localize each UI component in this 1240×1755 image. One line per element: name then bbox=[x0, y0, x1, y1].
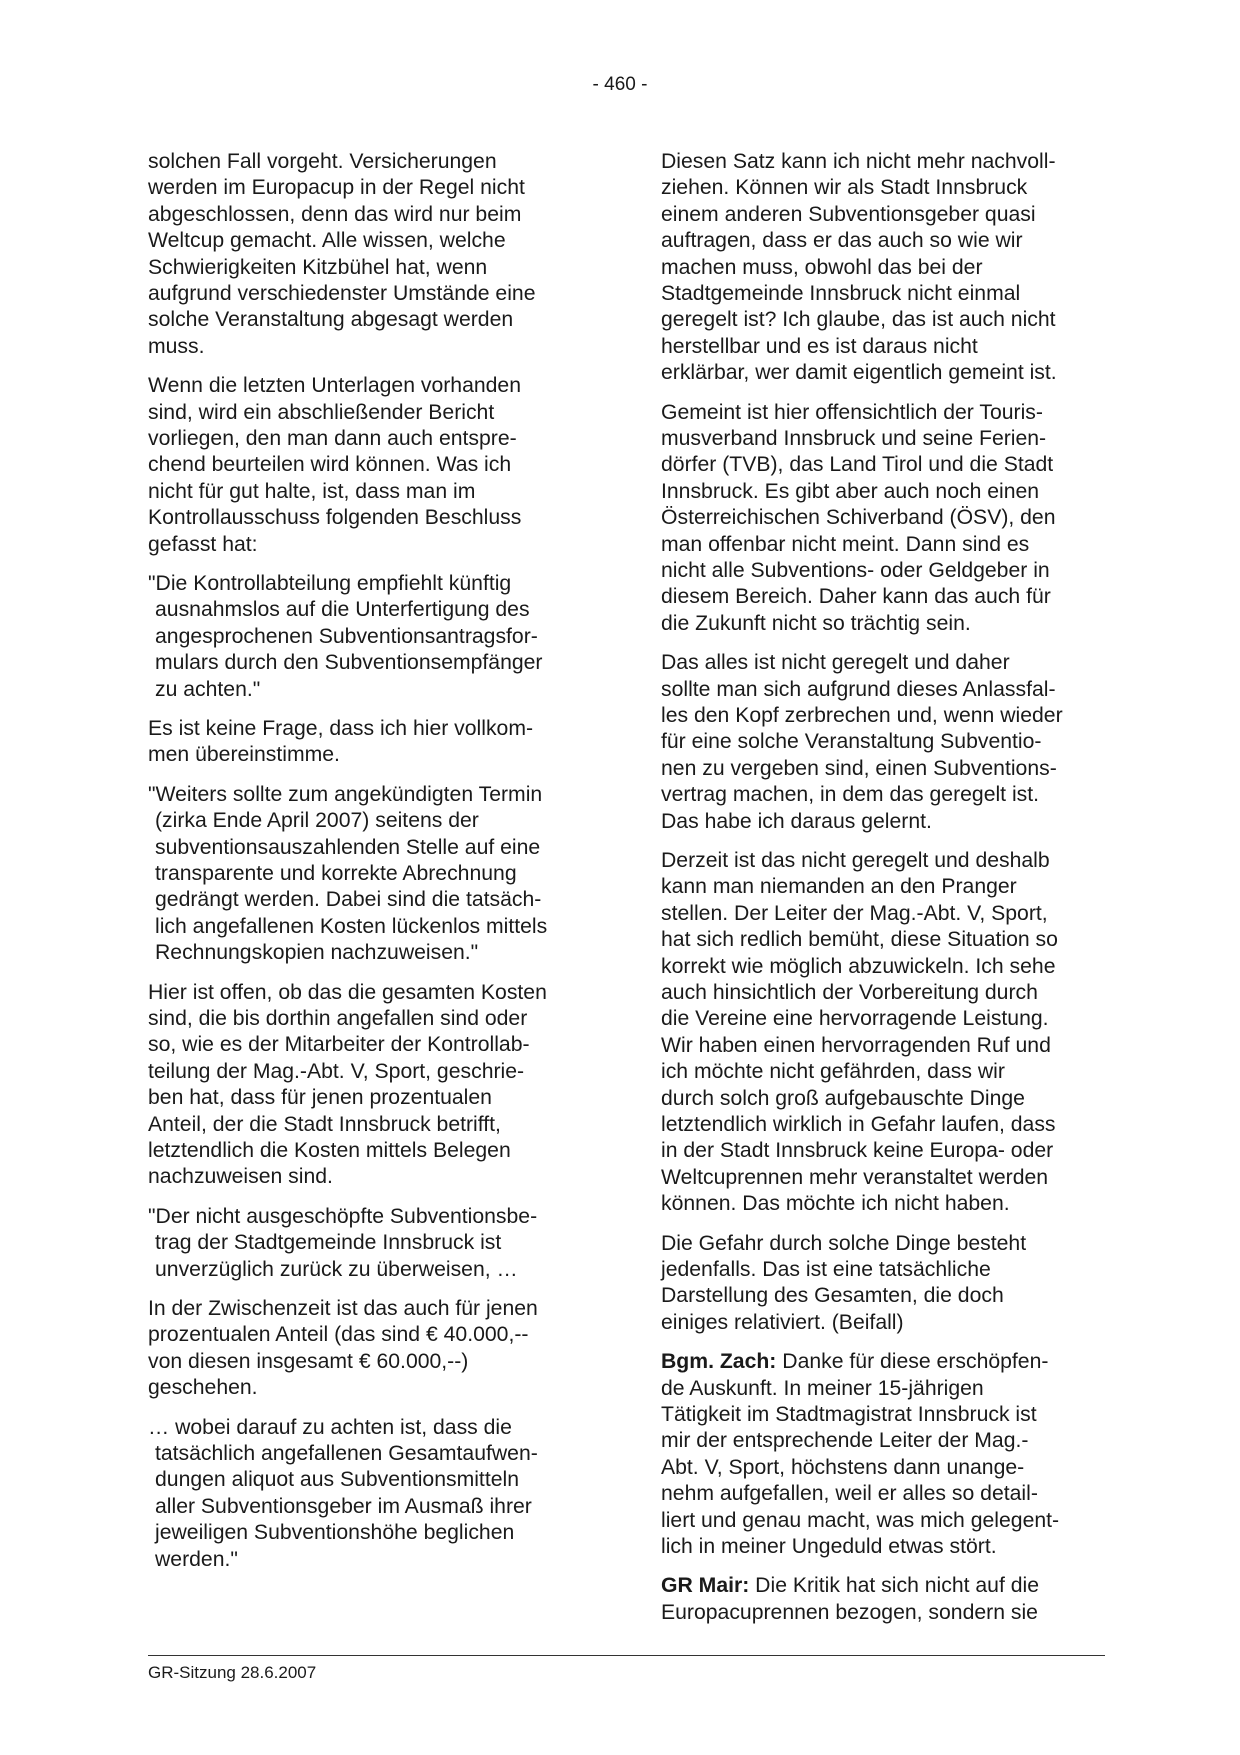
paragraph bbox=[661, 1231, 1116, 1337]
text-line: nicht alle Subventions- oder Geldgeber in bbox=[661, 558, 1050, 582]
text-line: dörfer (TVB), das Land Tirol und die Stadt bbox=[661, 453, 1054, 477]
text-line: hat sich redlich bemüht, diese Situation so bbox=[661, 928, 1058, 952]
text-line: musverband Innsbruck und seine Ferien- bbox=[661, 426, 1047, 450]
text-line: transparente und korrekte Abrechnung bbox=[155, 861, 517, 885]
text-line: sollte man sich aufgrund dieses Anlassfal- bbox=[661, 677, 1056, 701]
paragraph bbox=[148, 373, 603, 558]
text-line: In der Zwischenzeit ist das auch für jenen bbox=[148, 1296, 538, 1320]
text-line: Es ist keine Frage, dass ich hier vollkom- bbox=[148, 716, 534, 740]
text-line: Österreichischen Schiverband (ÖSV), den bbox=[661, 506, 1056, 530]
text-line: lich angefallenen Kosten lückenlos mittels bbox=[155, 914, 548, 938]
text-line: Anteil, der die Stadt Innsbruck betrifft, bbox=[148, 1112, 501, 1136]
text-line: für eine solche Veranstaltung Subventio- bbox=[661, 730, 1042, 754]
text-line: sind, die bis dorthin angefallen sind oder bbox=[148, 1006, 528, 1030]
text-line: geschehen. bbox=[148, 1376, 258, 1400]
text-line: auftragen, dass er das auch so wie wir bbox=[661, 229, 1023, 253]
text-line: erklärbar, wer damit eigentlich gemeint ist. bbox=[661, 361, 1057, 385]
text-line: Kontrollausschuss folgenden Beschluss bbox=[148, 506, 522, 530]
paragraph bbox=[661, 650, 1116, 835]
paragraph bbox=[148, 716, 603, 769]
quote-paragraph bbox=[148, 1204, 603, 1283]
text-line: Darstellung des Gesamten, die doch bbox=[661, 1284, 1004, 1308]
paragraph bbox=[148, 980, 603, 1191]
text-line: Europacuprennen bezogen, sondern sie bbox=[661, 1600, 1038, 1624]
text-line: "Der nicht ausgeschöpfte Subventionsbe- bbox=[148, 1204, 538, 1228]
text-line: Das alles ist nicht geregelt und daher bbox=[661, 651, 1010, 675]
text-line: Die Gefahr durch solche Dinge besteht bbox=[661, 1231, 1027, 1255]
text-line: korrekt wie möglich abzuwickeln. Ich sehe bbox=[661, 954, 1056, 978]
right-column bbox=[661, 149, 1116, 1639]
text-line: auch hinsichtlich der Vorbereitung durch bbox=[661, 980, 1038, 1004]
text-line: Weltcup gemacht. Alle wissen, welche bbox=[148, 229, 506, 253]
text-line: subventionsauszahlenden Stelle auf eine bbox=[155, 835, 541, 859]
paragraph bbox=[661, 149, 1116, 387]
footer-rule bbox=[148, 1655, 1105, 1656]
text-line: Stadtgemeinde Innsbruck nicht einmal bbox=[661, 282, 1021, 305]
text-line: Gemeint ist hier offensichtlich der Touris- bbox=[661, 400, 1043, 424]
text-line: gedrängt werden. Dabei sind die tatsäch- bbox=[155, 888, 542, 912]
text-line: men übereinstimme. bbox=[148, 743, 340, 767]
quote-paragraph bbox=[148, 782, 603, 967]
text-line bbox=[661, 1573, 1039, 1599]
text-line: vertrag machen, in dem das geregelt ist. bbox=[661, 783, 1040, 807]
text-line: trag der Stadtgemeinde Innsbruck ist bbox=[155, 1231, 502, 1255]
text-line: nicht für gut halte, ist, dass man im bbox=[148, 479, 476, 503]
text-line: Rechnungskopien nachzuweisen." bbox=[155, 941, 479, 965]
text-line: angesprochenen Subventionsantragsfor- bbox=[155, 624, 538, 648]
text-line: letztendlich die Kosten mittels Belegen bbox=[148, 1138, 511, 1162]
text-line: unverzüglich zurück zu überweisen, … bbox=[155, 1257, 518, 1281]
text-line: Hier ist offen, ob das die gesamten Kosten bbox=[148, 980, 547, 1004]
quote-paragraph bbox=[148, 1415, 603, 1573]
text-line: solche Veranstaltung abgesagt werden bbox=[148, 308, 514, 332]
text-line: Tätigkeit im Stadtmagistrat Innsbruck ist bbox=[661, 1402, 1037, 1426]
text-line: (zirka Ende April 2007) seitens der bbox=[155, 809, 479, 833]
footer-text: GR-Sitzung 28.6.2007 bbox=[148, 1663, 317, 1682]
speech-text: Die Kritik hat sich nicht auf die bbox=[749, 1574, 1039, 1598]
text-line: nen zu vergeben sind, einen Subventions- bbox=[661, 756, 1057, 780]
text-line: aufgrund verschiedenster Umstände eine bbox=[148, 282, 536, 305]
text-line: Derzeit ist das nicht geregelt und deshalb bbox=[661, 848, 1050, 872]
text-line: geregelt ist? Ich glaube, das ist auch nicht bbox=[661, 308, 1056, 332]
speech-paragraph bbox=[661, 1573, 1116, 1626]
text-line: vorliegen, den man dann auch entspre- bbox=[148, 426, 517, 450]
text-line: ben hat, dass für jenen prozentualen bbox=[148, 1086, 492, 1110]
left-column bbox=[148, 149, 603, 1586]
text-line: einem anderen Subventionsgeber quasi bbox=[661, 202, 1036, 226]
text-line: Das habe ich daraus gelernt. bbox=[661, 809, 932, 833]
text-line: abgeschlossen, denn das wird nur beim bbox=[148, 202, 522, 226]
text-line: zu achten." bbox=[155, 677, 261, 701]
text-line: chend beurteilen wird können. Was ich bbox=[148, 453, 512, 477]
text-line: dungen aliquot aus Subventionsmitteln bbox=[155, 1468, 519, 1492]
text-line: solchen Fall vorgeht. Versicherungen bbox=[148, 150, 497, 173]
text-line: einiges relativiert. (Beifall) bbox=[661, 1310, 904, 1334]
text-line: man offenbar nicht meint. Dann sind es bbox=[661, 532, 1030, 556]
text-line: ausnahmslos auf die Unterfertigung des bbox=[155, 598, 530, 622]
text-line: … wobei darauf zu achten ist, dass die bbox=[148, 1415, 512, 1439]
text-line: herstellbar und es ist daraus nicht bbox=[661, 334, 978, 358]
text-line: sind, wird ein abschließender Bericht bbox=[148, 400, 495, 424]
text-line: werden." bbox=[155, 1547, 238, 1571]
text-line: nachzuweisen sind. bbox=[148, 1165, 333, 1189]
text-line: aller Subventionsgeber im Ausmaß ihrer bbox=[155, 1494, 532, 1518]
quote-paragraph bbox=[148, 571, 603, 703]
paragraph bbox=[148, 1296, 603, 1402]
text-line: de Auskunft. In meiner 15-jährigen bbox=[661, 1376, 984, 1400]
text-line: gefasst hat: bbox=[148, 532, 258, 556]
text-line: muss. bbox=[148, 334, 205, 358]
text-line: "Weiters sollte zum angekündigten Termin bbox=[148, 782, 543, 806]
text-line: die Vereine eine hervorragende Leistung. bbox=[661, 1007, 1049, 1031]
text-line: so, wie es der Mitarbeiter der Kontrollab- bbox=[148, 1033, 530, 1057]
text-line: ich möchte nicht gefährden, dass wir bbox=[661, 1060, 1005, 1084]
text-line: jedenfalls. Das ist eine tatsächliche bbox=[661, 1257, 991, 1281]
text-line: kann man niemanden an den Pranger bbox=[661, 875, 1017, 899]
page-number: - 460 - bbox=[592, 74, 648, 95]
text-line: lich in meiner Ungeduld etwas stört. bbox=[661, 1534, 997, 1558]
text-line: les den Kopf zerbrechen und, wenn wieder bbox=[661, 703, 1063, 727]
text-line: Diesen Satz kann ich nicht mehr nachvoll- bbox=[661, 150, 1056, 173]
text-line: liert und genau macht, was mich gelegent- bbox=[661, 1508, 1060, 1532]
text-line: "Die Kontrollabteilung empfiehlt künftig bbox=[148, 571, 512, 595]
text-line: werden im Europacup in der Regel nicht bbox=[148, 176, 525, 200]
text-line: machen muss, obwohl das bei der bbox=[661, 255, 983, 279]
text-line: in der Stadt Innsbruck keine Europa- oder bbox=[661, 1139, 1054, 1163]
speech-text: Danke für diese erschöpfen- bbox=[776, 1350, 1049, 1374]
paragraph bbox=[661, 400, 1116, 638]
text-line: ziehen. Können wir als Stadt Innsbruck bbox=[661, 176, 1028, 200]
text-line: letztendlich wirklich in Gefahr laufen, dass bbox=[661, 1112, 1056, 1136]
text-line: teilung der Mag.-Abt. V, Sport, geschrie- bbox=[148, 1059, 525, 1083]
text-line: jeweiligen Subventionshöhe beglichen bbox=[155, 1521, 515, 1545]
text-line: Weltcuprennen mehr veranstaltet werden bbox=[661, 1165, 1049, 1189]
text-line: von diesen insgesamt € 60.000,--) bbox=[148, 1349, 469, 1373]
text-line: tatsächlich angefallenen Gesamtaufwen- bbox=[155, 1441, 538, 1465]
text-line: mir der entsprechende Leiter der Mag.- bbox=[661, 1429, 1029, 1453]
text-line: Innsbruck. Es gibt aber auch noch einen bbox=[661, 479, 1040, 503]
text-line: diesem Bereich. Daher kann das auch für bbox=[661, 585, 1051, 609]
speech-paragraph bbox=[661, 1349, 1116, 1560]
text-line: Abt. V, Sport, höchstens dann unange- bbox=[661, 1455, 1025, 1479]
paragraph bbox=[661, 848, 1116, 1218]
text-line: mulars durch den Subventionsempfänger bbox=[155, 651, 543, 675]
text-line: Wir haben einen hervorragenden Ruf und bbox=[661, 1033, 1051, 1057]
text-line: stellen. Der Leiter der Mag.-Abt. V, Sport, bbox=[661, 901, 1048, 925]
text-line: können. Das möchte ich nicht haben. bbox=[661, 1192, 1010, 1216]
text-line: Wenn die letzten Unterlagen vorhanden bbox=[148, 374, 521, 398]
text-line: nehm aufgefallen, weil er alles so detail- bbox=[661, 1482, 1038, 1506]
text-line: Schwierigkeiten Kitzbühel hat, wenn bbox=[148, 255, 488, 279]
paragraph bbox=[148, 149, 603, 360]
text-line: prozentualen Anteil (das sind € 40.000,-- bbox=[148, 1323, 529, 1347]
speaker-name: GR Mair: bbox=[661, 1574, 750, 1598]
speaker-name: Bgm. Zach: bbox=[661, 1350, 777, 1374]
text-line bbox=[661, 1349, 1048, 1375]
text-line: durch solch groß aufgebauschte Dinge bbox=[661, 1086, 1025, 1110]
text-line: die Zukunft nicht so trächtig sein. bbox=[661, 611, 971, 635]
